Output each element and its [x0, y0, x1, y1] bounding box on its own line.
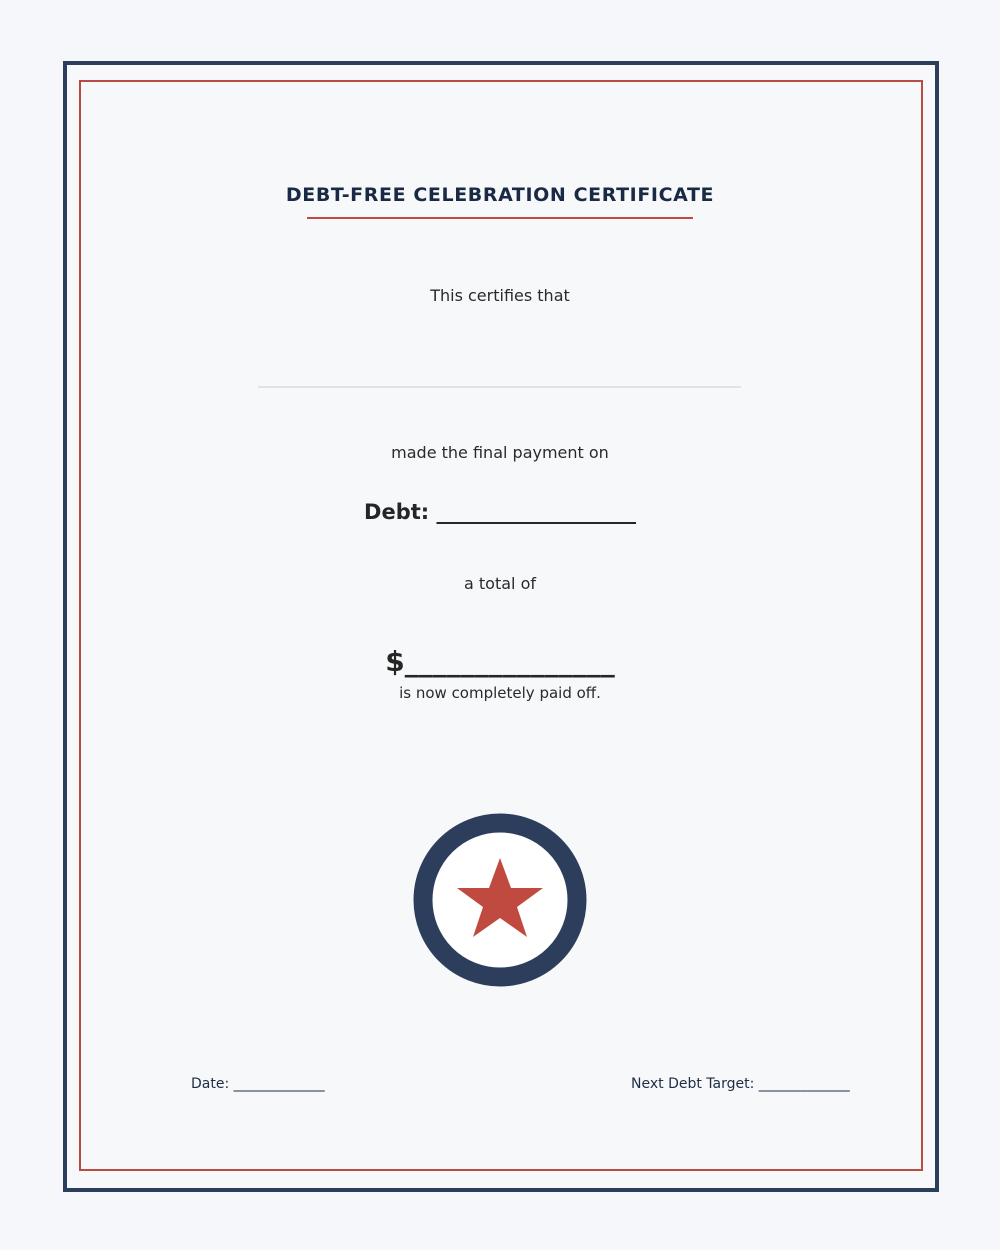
certifies-text: This certifies that: [430, 286, 570, 305]
date-field: Date: _____________: [191, 1076, 325, 1092]
title-underline: [307, 217, 693, 219]
star-seal-icon: [413, 813, 587, 987]
certificate-inner-border: [79, 80, 923, 1171]
total-of-text: a total of: [464, 574, 536, 593]
next-debt-target-field: Next Debt Target: _____________: [631, 1076, 850, 1092]
debt-name-field: Debt: ___________________: [364, 500, 636, 524]
paid-off-text: is now completely paid off.: [399, 684, 601, 702]
amount-field: $_______________: [385, 645, 615, 678]
final-payment-text: made the final payment on: [391, 443, 609, 462]
certificate-title: DEBT-FREE CELEBRATION CERTIFICATE: [285, 184, 715, 206]
recipient-name-line: [258, 386, 741, 388]
